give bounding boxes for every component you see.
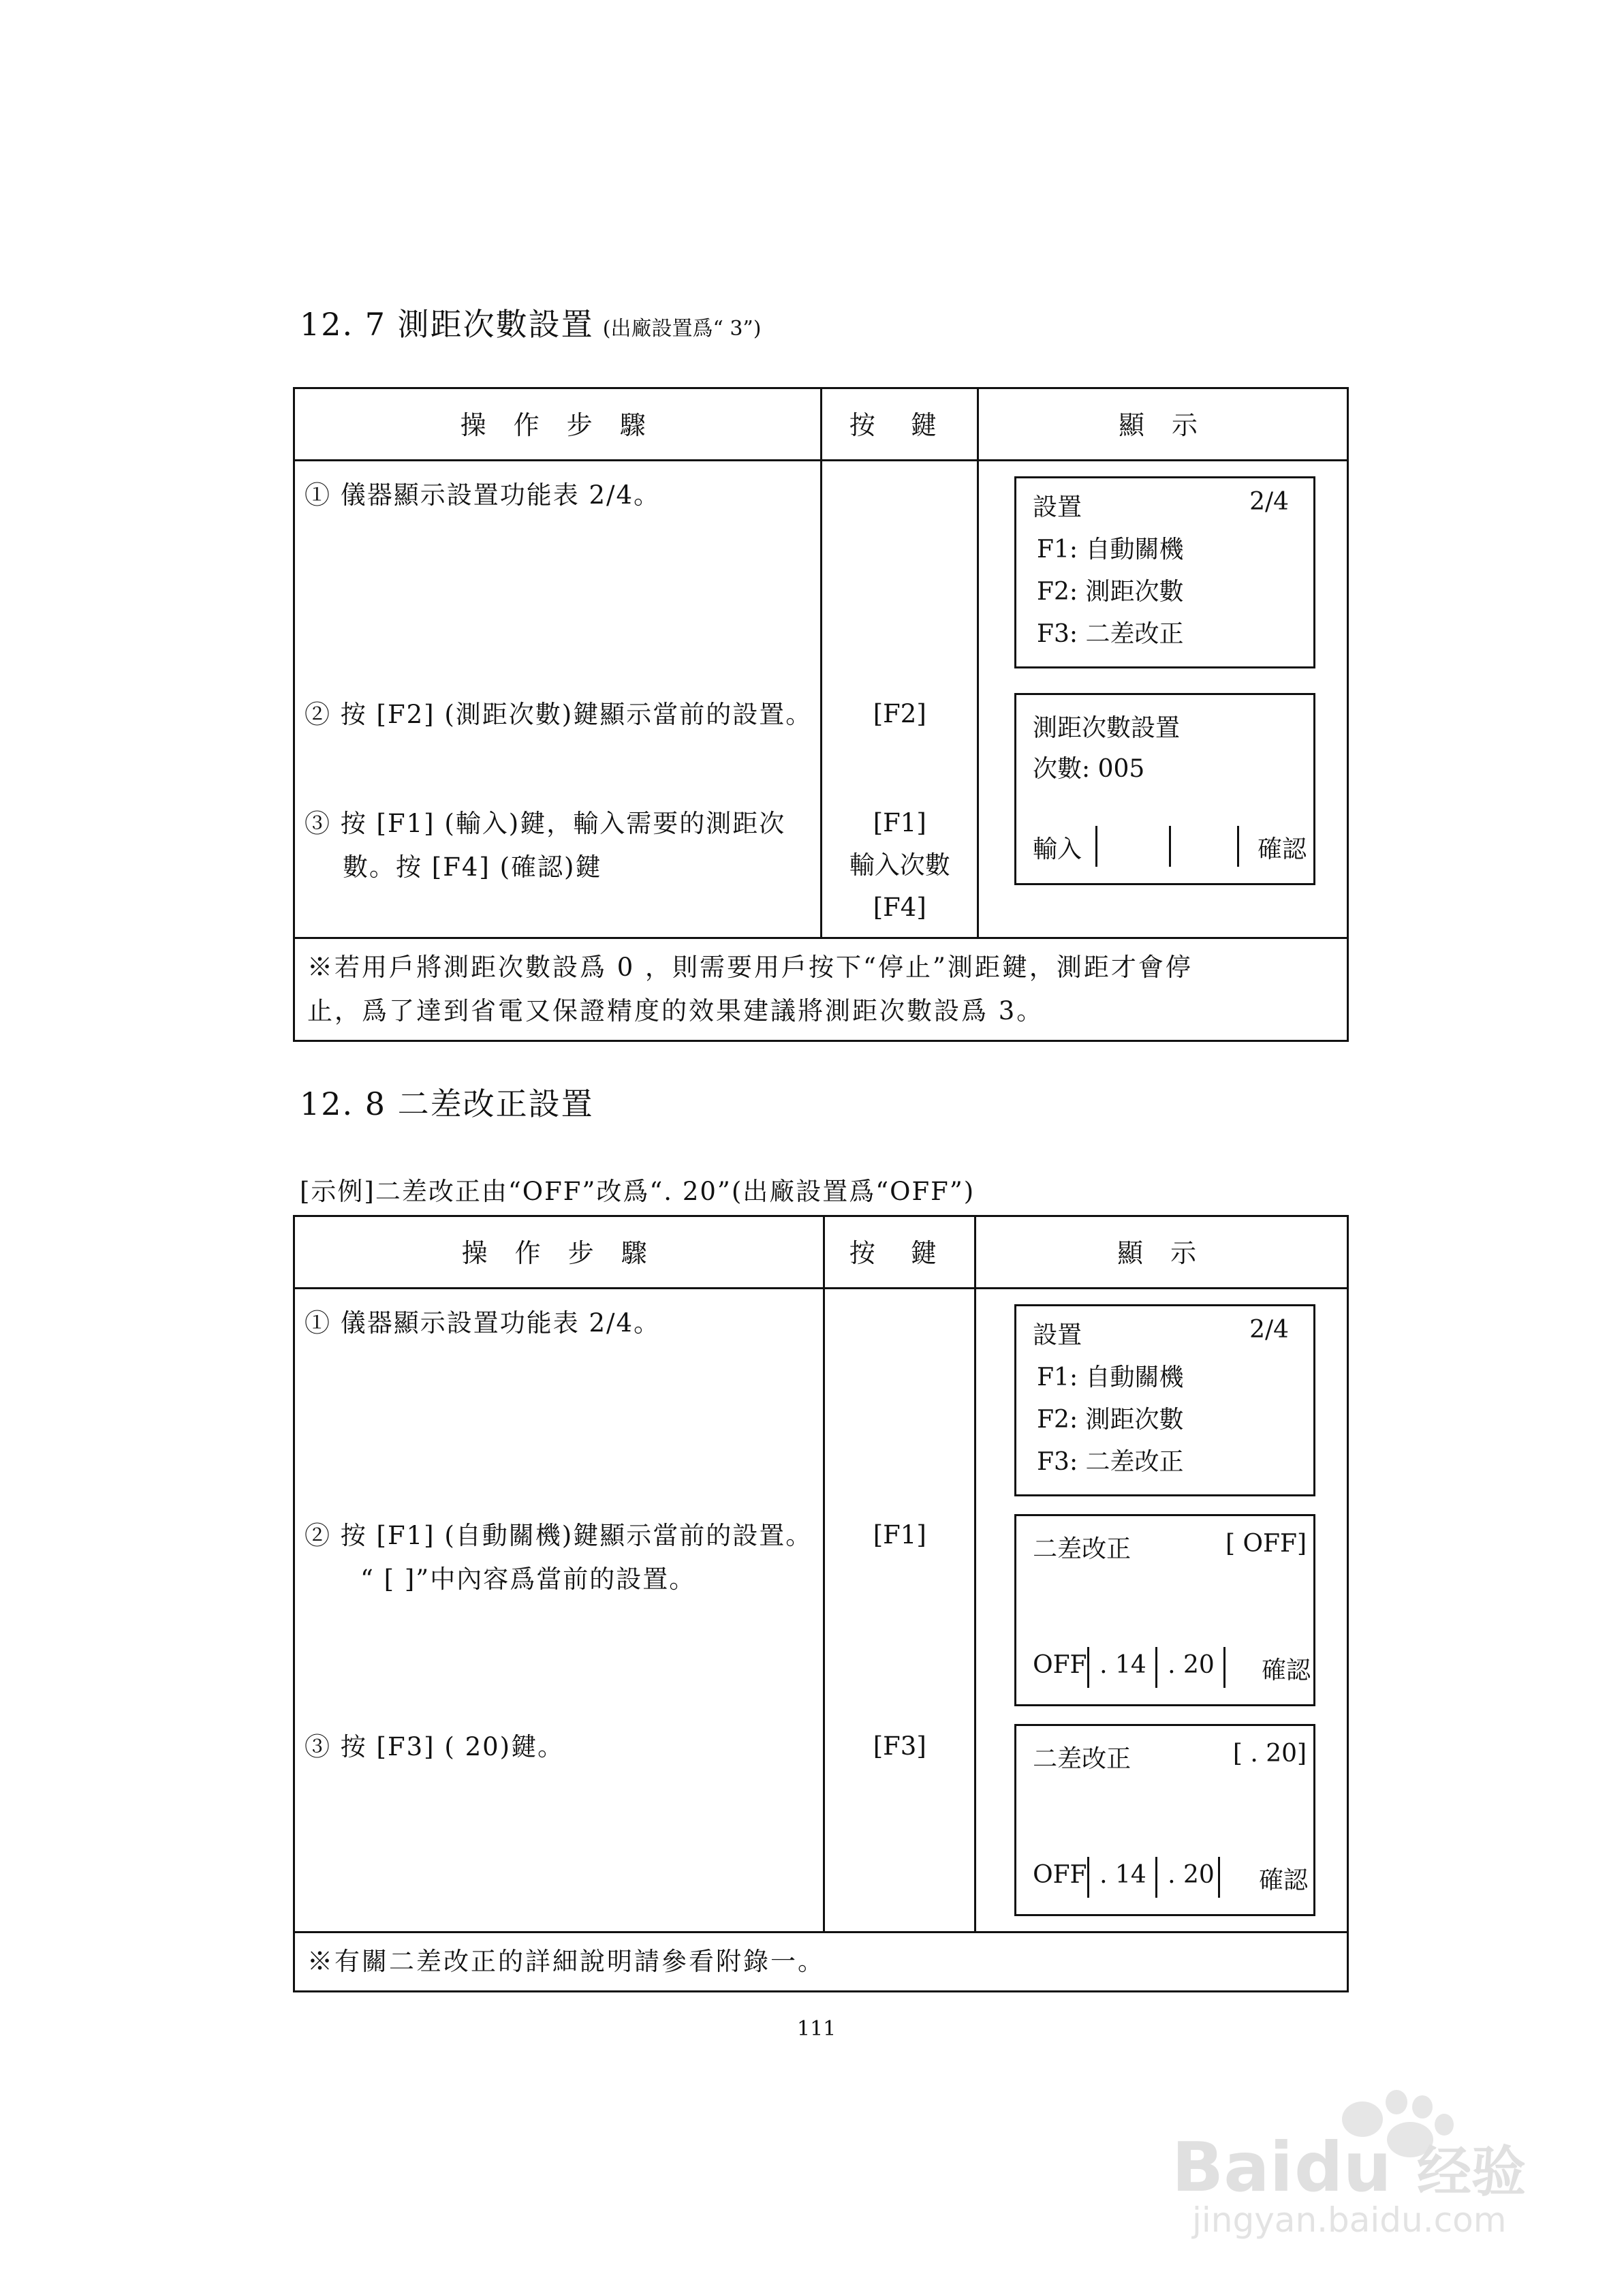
lcd-title: 二差改正	[1033, 1535, 1131, 1563]
keys-cell	[822, 461, 978, 938]
lcd-line-f1: F1: 自動關機	[1037, 536, 1184, 564]
step-2: ② 按 [F2] (測距次數)鍵顯示當前的設置。	[304, 700, 813, 729]
lcd-count-screen	[1014, 693, 1315, 885]
softkey-input: 輸入	[1033, 835, 1082, 863]
softkey-divider	[1155, 1647, 1157, 1688]
baidu-jingyan-watermark	[1158, 2071, 1540, 2242]
step-3: ③ 按 [F3] ( 20)鍵。	[304, 1732, 565, 1761]
lcd-title: 設置	[1033, 493, 1082, 521]
lcd-count-line: 次數: 005	[1033, 755, 1145, 783]
display-cell	[978, 461, 1348, 938]
header-display: 顯 示	[975, 1216, 1348, 1289]
header-steps: 操 作 步 驟	[294, 1216, 824, 1289]
lcd-title: 二差改正	[1033, 1745, 1131, 1773]
key-f3: [F3]	[873, 1731, 926, 1761]
softkey-confirm: 確認	[1258, 835, 1307, 863]
step-1: ① 儀器顯示設置功能表 2/4。	[304, 1308, 661, 1338]
lcd-page: 2/4	[1249, 1316, 1290, 1344]
section2-table	[293, 1215, 1349, 1992]
lcd-current-value: [ . 20]	[1232, 1740, 1307, 1768]
softkey-confirm: 確認	[1259, 1866, 1309, 1894]
lcd-title: 測距次數設置	[1033, 714, 1181, 742]
softkey-divider	[1169, 826, 1171, 867]
section2-note: ※有關二差改正的詳細說明請參看附錄一。	[294, 1932, 1348, 1992]
softkey-divider	[1095, 826, 1097, 867]
lcd-settings-screen	[1014, 1304, 1315, 1496]
key-f1: [F1]	[873, 1520, 926, 1550]
step-3: ③ 按 [F1] (輸入)鍵，輸入需要的測距次	[304, 809, 786, 838]
display-cell	[975, 1289, 1348, 1932]
softkey-divider	[1218, 1857, 1220, 1898]
step-2-cont: “ [ ]”中內容爲當前的設置。	[360, 1565, 696, 1594]
softkey-divider	[1087, 1647, 1089, 1688]
lcd-line-f1: F1: 自動關機	[1037, 1364, 1184, 1391]
svg-text:Bai: Bai	[1172, 2127, 1293, 2207]
svg-text:jingyan.baidu.com: jingyan.baidu.com	[1192, 2200, 1507, 2240]
softkey-confirm: 確認	[1262, 1657, 1311, 1684]
key-input-count: 輸入次數	[849, 850, 950, 880]
lcd-line-f2: F2: 測距次數	[1037, 578, 1184, 606]
section1-note	[294, 938, 1348, 1041]
key-f2: [F2]	[873, 699, 926, 728]
softkey-divider	[1087, 1857, 1089, 1898]
header-keys: 按 鍵	[822, 388, 978, 461]
softkey-off: OFF	[1033, 1651, 1087, 1679]
note-line-2: 止，爲了達到省電又保證精度的效果建議將測距次數設爲 3。	[307, 996, 1044, 1026]
lcd-line-f3: F3: 二差改正	[1037, 1448, 1184, 1476]
softkey-divider	[1223, 1647, 1225, 1688]
softkey-divider	[1237, 826, 1239, 867]
svg-text:du: du	[1294, 2127, 1392, 2207]
header-display: 顯 示	[978, 388, 1348, 461]
note-line-1: ※若用戶將測距次數設爲 0 ，則需要用戶按下“停止”測距鍵，測距才會停	[307, 953, 1193, 982]
softkey-14: . 14	[1099, 1651, 1146, 1679]
softkey-14: . 14	[1099, 1861, 1146, 1889]
section1-heading-note: (出廠設置爲“ 3”)	[602, 317, 762, 341]
page-number: 111	[797, 2017, 837, 2041]
lcd-title: 設置	[1033, 1321, 1082, 1349]
section1-heading-row	[300, 300, 761, 345]
key-f1: [F1]	[873, 808, 926, 837]
softkey-divider	[1155, 1857, 1157, 1898]
keys-cell	[824, 1289, 975, 1932]
softkey-20: . 20	[1168, 1651, 1215, 1679]
key-f4: [F4]	[873, 893, 926, 922]
lcd-correction-20-screen	[1014, 1724, 1315, 1916]
lcd-line-f2: F2: 測距次數	[1037, 1406, 1184, 1434]
lcd-line-f3: F3: 二差改正	[1037, 620, 1184, 648]
step-1: ① 儀器顯示設置功能表 2/4。	[304, 480, 661, 510]
step-3-cont: 數。按 [F4] (確認)鍵	[343, 852, 602, 882]
svg-text:经验: 经验	[1417, 2140, 1526, 2204]
steps-cell	[294, 461, 822, 938]
lcd-current-value: [ OFF]	[1225, 1530, 1307, 1558]
lcd-correction-off-screen	[1014, 1514, 1315, 1706]
steps-cell	[294, 1289, 824, 1932]
softkey-off: OFF	[1033, 1861, 1087, 1889]
softkey-20: . 20	[1168, 1861, 1215, 1889]
section2-example: [示例]二差改正由“OFF”改爲“. 20”(出廠設置爲“OFF”)	[300, 1177, 975, 1206]
lcd-settings-screen	[1014, 476, 1315, 668]
section1-heading: 12. 7 測距次數設置	[300, 306, 594, 343]
section2-heading: 12. 8 二差改正設置	[300, 1085, 594, 1122]
step-2: ② 按 [F1] (自動關機)鍵顯示當前的設置。	[304, 1521, 813, 1550]
header-steps: 操 作 步 驟	[294, 388, 822, 461]
header-keys: 按 鍵	[824, 1216, 975, 1289]
lcd-page: 2/4	[1249, 488, 1290, 516]
section1-table	[293, 387, 1349, 1042]
paw-logo-icon	[1158, 2071, 1540, 2242]
